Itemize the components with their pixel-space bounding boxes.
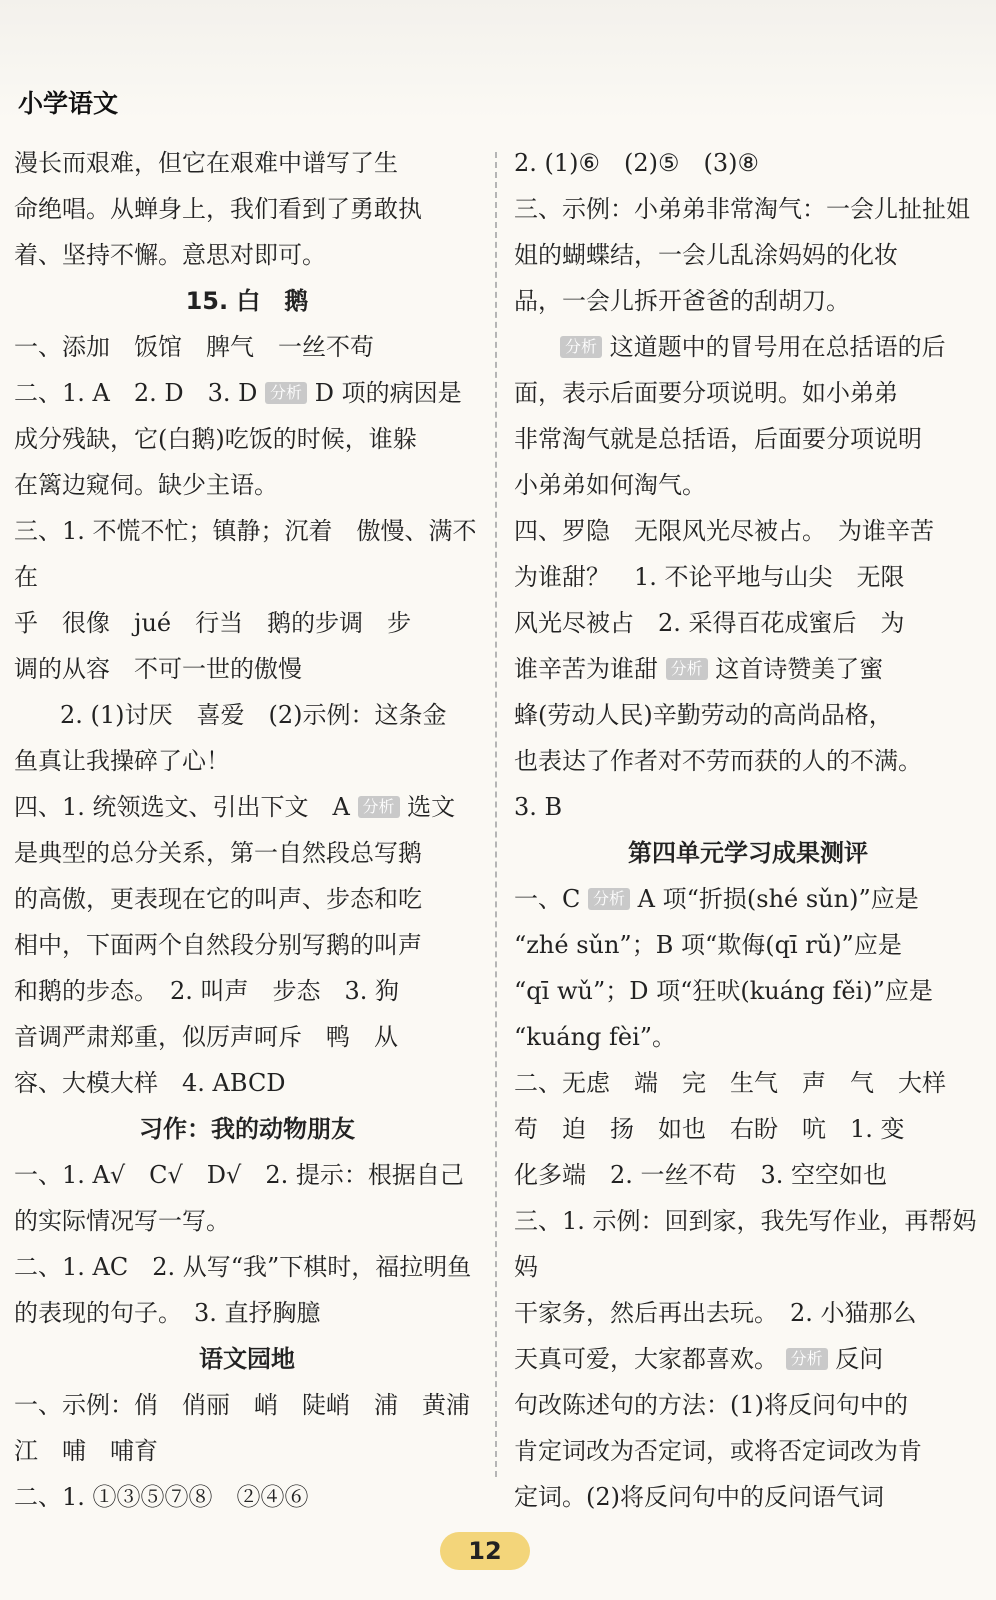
line-text: 2. (1)⑥ (2)⑤ (3)⑧ xyxy=(514,149,760,177)
text-line xyxy=(14,1198,480,1244)
text-line xyxy=(514,646,982,692)
line-text: 着、坚持不懈。意思对即可。 xyxy=(14,241,326,269)
column-divider xyxy=(495,152,497,1477)
line-text: “qī wǔ”；D 项“狂吠(kuáng fěi)”应是 xyxy=(514,977,933,1005)
text-line xyxy=(514,508,982,554)
line-text: 调的从容 不可一世的傲慢 xyxy=(14,655,302,683)
text-line xyxy=(14,830,480,876)
line-text: 2. (1)讨厌 喜爱 (2)示例：这条金 xyxy=(60,701,447,729)
text-line xyxy=(14,186,480,232)
line-text: 定词。(2)将反问句中的反问语气词 xyxy=(514,1483,884,1511)
text-line xyxy=(14,416,480,462)
line-text: 风光尽被占 2. 采得百花成蜜后 为 xyxy=(514,609,905,637)
text-line xyxy=(514,600,982,646)
line-text: 肯定词改为否定词，或将否定词改为肯 xyxy=(514,1437,922,1465)
line-text: 一、添加 饭馆 脾气 一丝不苟 xyxy=(14,333,374,361)
text-line xyxy=(14,1060,480,1106)
text-line xyxy=(14,784,480,830)
line-text: 相中，下面两个自然段分别写鹅的叫声 xyxy=(14,931,422,959)
line-text: 姐的蝴蝶结，一会儿乱涂妈妈的化妆 xyxy=(514,241,898,269)
line-text: 的高傲，更表现在它的叫声、步态和吃 xyxy=(14,885,422,913)
text-line xyxy=(514,1106,982,1152)
section-heading xyxy=(514,830,982,876)
text-line xyxy=(514,416,982,462)
text-line xyxy=(514,692,982,738)
line-text: “kuáng fèi”。 xyxy=(514,1023,677,1051)
line-text: 二、1. AC 2. 从写“我”下棋时，福拉明鱼 xyxy=(14,1253,472,1281)
line-text: 三、示例：小弟弟非常淘气：一会儿扯扯姐 xyxy=(514,195,970,223)
line-text: 二、1. A 2. D 3. D xyxy=(14,379,258,407)
text-line xyxy=(14,1474,480,1520)
text-line xyxy=(14,968,480,1014)
analysis-text: 反问 xyxy=(835,1345,884,1373)
text-line xyxy=(14,738,480,784)
line-text: 谁辛苦为谁甜 xyxy=(514,655,658,683)
text-line xyxy=(514,370,982,416)
text-line xyxy=(514,1474,982,1520)
text-line xyxy=(14,508,480,600)
line-text: 小弟弟如何淘气。 xyxy=(514,471,706,499)
line-text: 一、C xyxy=(514,885,581,913)
text-line xyxy=(514,1060,982,1106)
text-line xyxy=(514,140,982,186)
analysis-tag: 分析 xyxy=(265,382,307,404)
line-text: 乎 很像 jué 行当 鹅的步调 步 xyxy=(14,609,412,637)
text-line xyxy=(14,1244,480,1290)
text-line xyxy=(14,140,480,186)
left-column xyxy=(14,140,480,1520)
line-text: 四、1. 统领选文、引出下文 A xyxy=(14,793,350,821)
section-heading xyxy=(14,278,480,324)
text-line xyxy=(14,232,480,278)
line-text: 面，表示后面要分项说明。如小弟弟 xyxy=(514,379,898,407)
analysis-tag: 分析 xyxy=(666,658,708,680)
text-line xyxy=(514,324,982,370)
line-text: 一、示例：俏 俏丽 峭 陡峭 浦 黄浦 xyxy=(14,1391,470,1419)
text-line xyxy=(514,922,982,968)
analysis-tag: 分析 xyxy=(560,336,602,358)
line-text: 鱼真让我操碎了心！ xyxy=(14,747,230,775)
text-line xyxy=(14,876,480,922)
text-line xyxy=(14,462,480,508)
line-text: 化多端 2. 一丝不苟 3. 空空如也 xyxy=(514,1161,888,1189)
line-text: 是典型的总分关系，第一自然段总写鹅 xyxy=(14,839,422,867)
line-text: 命绝唱。从蝉身上，我们看到了勇敢执 xyxy=(14,195,422,223)
analysis-tag: 分析 xyxy=(786,1348,828,1370)
text-line xyxy=(514,186,982,232)
line-text: 3. B xyxy=(514,793,563,821)
line-text: 一、1. A√ C√ D√ 2. 提示：根据自己 xyxy=(14,1161,464,1189)
text-line xyxy=(14,370,480,416)
text-line xyxy=(14,922,480,968)
text-line xyxy=(514,1290,982,1336)
line-text: 二、无虑 端 完 生气 声 气 大样 xyxy=(514,1069,946,1097)
line-text: 和鹅的步态。 2. 叫声 步态 3. 狗 xyxy=(14,977,400,1005)
line-text: 语文园地 xyxy=(199,1345,295,1373)
text-line xyxy=(14,1428,480,1474)
text-line xyxy=(514,1014,982,1060)
text-line xyxy=(14,1290,480,1336)
line-text: 习作：我的动物朋友 xyxy=(139,1115,355,1143)
text-line xyxy=(514,232,982,278)
text-line xyxy=(514,784,982,830)
page-number: 12 xyxy=(440,1532,530,1570)
text-line xyxy=(14,1382,480,1428)
text-line xyxy=(14,600,480,646)
line-text: 蜂(劳动人民)辛勤劳动的高尚品格， xyxy=(514,701,893,729)
text-line xyxy=(514,1428,982,1474)
line-text: 漫长而艰难，但它在艰难中谱写了生 xyxy=(14,149,398,177)
line-text: 成分残缺，它(白鹅)吃饭的时候，谁躲 xyxy=(14,425,417,453)
line-text: 三、1. 不慌不忙；镇静；沉着 傲慢、满不在 xyxy=(14,517,477,591)
line-text: 音调严肃郑重，似厉声呵斥 鸭 从 xyxy=(14,1023,398,1051)
line-text: 干家务，然后再出去玩。 2. 小猫那么 xyxy=(514,1299,917,1327)
section-heading xyxy=(14,1106,480,1152)
line-text: 四、罗隐 无限风光尽被占。 为谁辛苦 xyxy=(514,517,934,545)
line-text: 在篱边窥伺。缺少主语。 xyxy=(14,471,278,499)
line-text: 三、1. 示例：回到家，我先写作业，再帮妈妈 xyxy=(514,1207,977,1281)
line-text: 也表达了作者对不劳而获的人的不满。 xyxy=(514,747,922,775)
text-line xyxy=(14,324,480,370)
analysis-text: 这首诗赞美了蜜 xyxy=(715,655,884,683)
text-line xyxy=(514,1336,982,1382)
line-text: 二、1. ①③⑤⑦⑧ ②④⑥ xyxy=(14,1483,309,1511)
text-line xyxy=(514,1382,982,1428)
text-line xyxy=(514,554,982,600)
analysis-text: 这道题中的冒号用在总括语的后 xyxy=(609,333,946,361)
line-text: 品，一会儿拆开爸爸的刮胡刀。 xyxy=(514,287,850,315)
text-line xyxy=(514,278,982,324)
text-line xyxy=(14,692,480,738)
analysis-text: A 项“折损(shé sǔn)”应是 xyxy=(637,885,919,913)
text-line xyxy=(514,738,982,784)
text-line xyxy=(514,876,982,922)
page-header xyxy=(0,0,996,120)
text-line xyxy=(514,1152,982,1198)
text-line xyxy=(14,1014,480,1060)
right-column xyxy=(514,140,982,1520)
line-text: 苟 迫 扬 如也 右盼 吭 1. 变 xyxy=(514,1115,905,1143)
line-text: 容、大模大样 4. ABCD xyxy=(14,1069,286,1097)
line-text: 句改陈述句的方法：(1)将反问句中的 xyxy=(514,1391,908,1419)
line-text: 天真可爱，大家都喜欢。 xyxy=(514,1345,778,1373)
text-line xyxy=(14,1152,480,1198)
text-line xyxy=(514,968,982,1014)
section-heading xyxy=(14,1336,480,1382)
line-text: 的实际情况写一写。 xyxy=(14,1207,230,1235)
text-line xyxy=(514,1198,982,1290)
line-text: 非常淘气就是总括语，后面要分项说明 xyxy=(514,425,922,453)
text-line xyxy=(14,646,480,692)
analysis-text: 选文 xyxy=(407,793,456,821)
line-text: 15. 白 鹅 xyxy=(185,287,309,315)
line-text: 的表现的句子。 3. 直抒胸臆 xyxy=(14,1299,321,1327)
analysis-text: D 项的病因是 xyxy=(314,379,462,407)
text-line xyxy=(514,462,982,508)
subject-title: 小学语文 xyxy=(18,89,119,118)
analysis-tag: 分析 xyxy=(588,888,630,910)
analysis-tag: 分析 xyxy=(358,796,400,818)
line-text: 第四单元学习成果测评 xyxy=(628,839,868,867)
line-text: “zhé sǔn”；B 项“欺侮(qī rǔ)”应是 xyxy=(514,931,902,959)
line-text: 江 哺 哺育 xyxy=(14,1437,158,1465)
line-text: 为谁甜？ 1. 不论平地与山尖 无限 xyxy=(514,563,905,591)
